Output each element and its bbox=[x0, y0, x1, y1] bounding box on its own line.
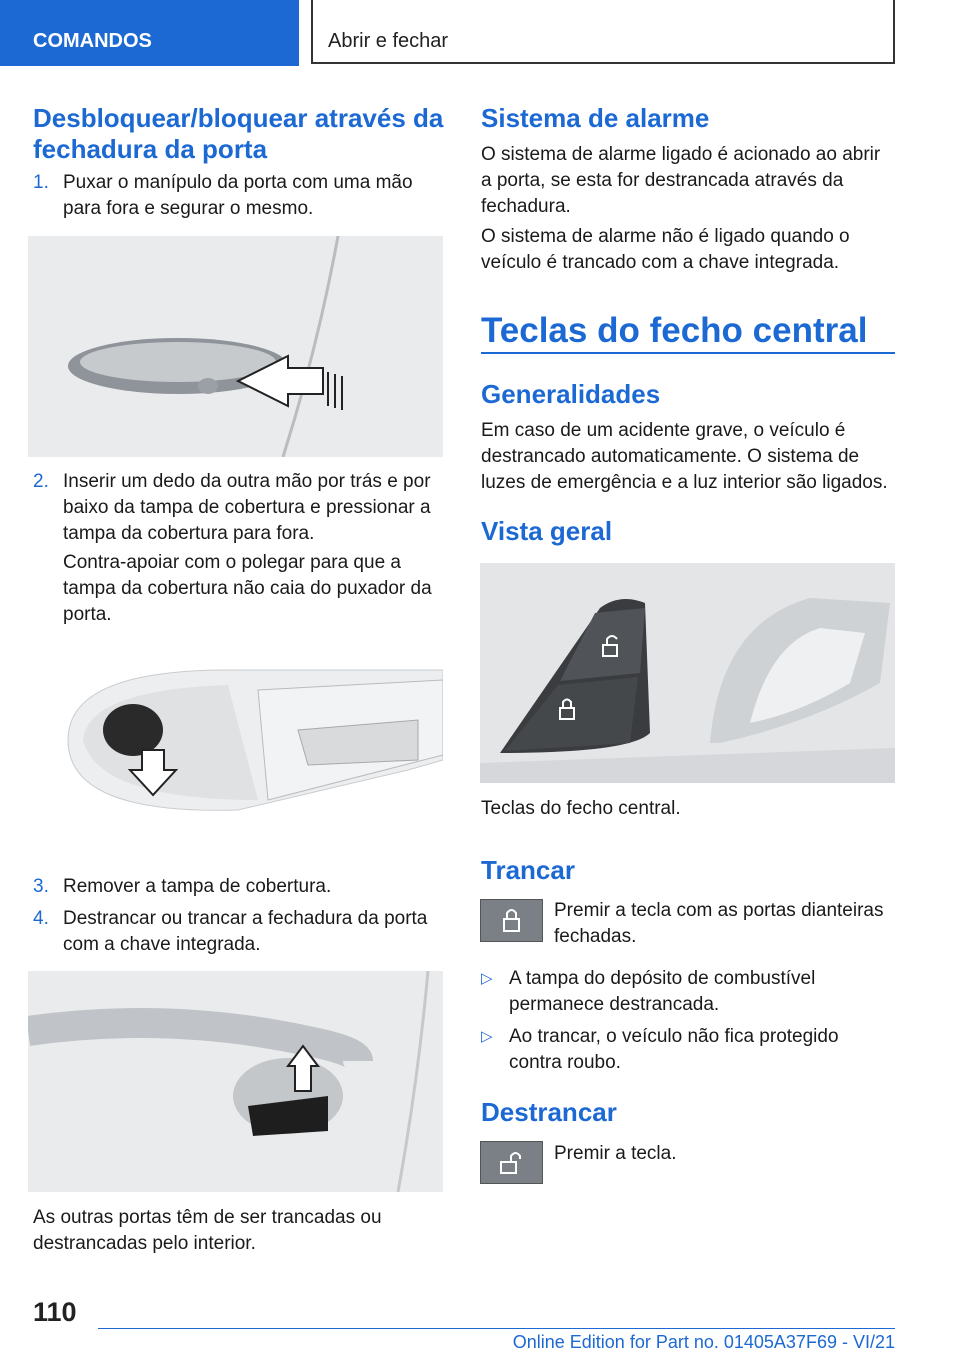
step-number: 1. bbox=[33, 172, 49, 193]
lock-heading: Trancar bbox=[481, 855, 575, 885]
triangle-right-icon: ▷ bbox=[481, 1028, 493, 1045]
unlock-button-icon bbox=[480, 1141, 543, 1184]
bullet-text: Ao trancar, o veículo não fica protegido contra roubo. bbox=[509, 1026, 839, 1073]
alarm-heading: Sistema de alarme bbox=[481, 103, 710, 133]
lock-icon bbox=[481, 900, 542, 941]
step-text: Contra-apoiar com o polegar para que a tampa da cobertura não caia do puxador da porta. bbox=[63, 552, 432, 625]
lock-text: Premir a tecla com as portas dianteiras fechadas. bbox=[554, 900, 884, 947]
heading-underline bbox=[481, 352, 895, 354]
left-heading: Desbloquear/bloquear através da fechadura da porta bbox=[33, 103, 444, 164]
step-number: 2. bbox=[33, 471, 49, 492]
door-panel-illustration bbox=[480, 563, 895, 783]
step-number: 3. bbox=[33, 876, 49, 897]
general-heading: Generalidades bbox=[481, 379, 661, 409]
door-handle-photo-1 bbox=[28, 236, 443, 457]
edition-line: Online Edition for Part no. 01405A37F69 - VI/21 bbox=[512, 1332, 895, 1352]
alarm-paragraph-2: O sistema de alarme não é ligado quando o veículo é trancado com a chave integrada. bbox=[481, 226, 850, 273]
central-locking-heading: Teclas do fecho central bbox=[481, 311, 868, 350]
central-lock-buttons-photo bbox=[480, 563, 895, 783]
cover-cap-illustration bbox=[28, 660, 443, 825]
step-text: Inserir um dedo da outra mão por trás e por baixo da tampa de cobertura e pressionar a tampa da cobertura para fora. bbox=[63, 471, 431, 544]
door-handle-illustration bbox=[28, 236, 443, 457]
unlock-icon bbox=[481, 1142, 542, 1183]
chapter-title: Abrir e fechar bbox=[311, 0, 895, 64]
overview-caption: Teclas do fecho central. bbox=[481, 798, 681, 819]
key-in-lock-illustration bbox=[28, 971, 443, 1192]
general-paragraph: Em caso de um acidente grave, o veículo é destrancado automaticamente. O sistema de luzes de emergência e a luz interior são ligados. bbox=[481, 420, 888, 493]
step-text: Puxar o manípulo da porta com uma mão para fora e segurar o mesmo. bbox=[63, 172, 413, 219]
alarm-paragraph-1: O sistema de alarme ligado é acionado ao abrir a porta, se esta for destrancada através da fechadura. bbox=[481, 144, 881, 217]
section-tab: COMANDOS bbox=[0, 0, 299, 66]
step-number: 4. bbox=[33, 908, 49, 929]
page-number: 110 bbox=[33, 1297, 77, 1327]
door-handle-photo-2 bbox=[28, 660, 443, 825]
lock-button-icon bbox=[480, 899, 543, 942]
step-text: Destrancar ou trancar a fechadura da porta com a chave integrada. bbox=[63, 908, 428, 955]
step-text: Remover a tampa de cobertura. bbox=[63, 876, 332, 897]
footer-rule bbox=[98, 1328, 895, 1329]
bullet-text: A tampa do depósito de combustível permanece destrancada. bbox=[509, 968, 816, 1015]
unlock-text: Premir a tecla. bbox=[554, 1143, 677, 1164]
unlock-heading: Destrancar bbox=[481, 1097, 617, 1127]
triangle-right-icon: ▷ bbox=[481, 970, 493, 987]
closing-note: As outras portas têm de ser trancadas ou destrancadas pelo interior. bbox=[33, 1207, 382, 1254]
door-handle-photo-3 bbox=[28, 971, 443, 1192]
overview-heading: Vista geral bbox=[481, 516, 613, 546]
